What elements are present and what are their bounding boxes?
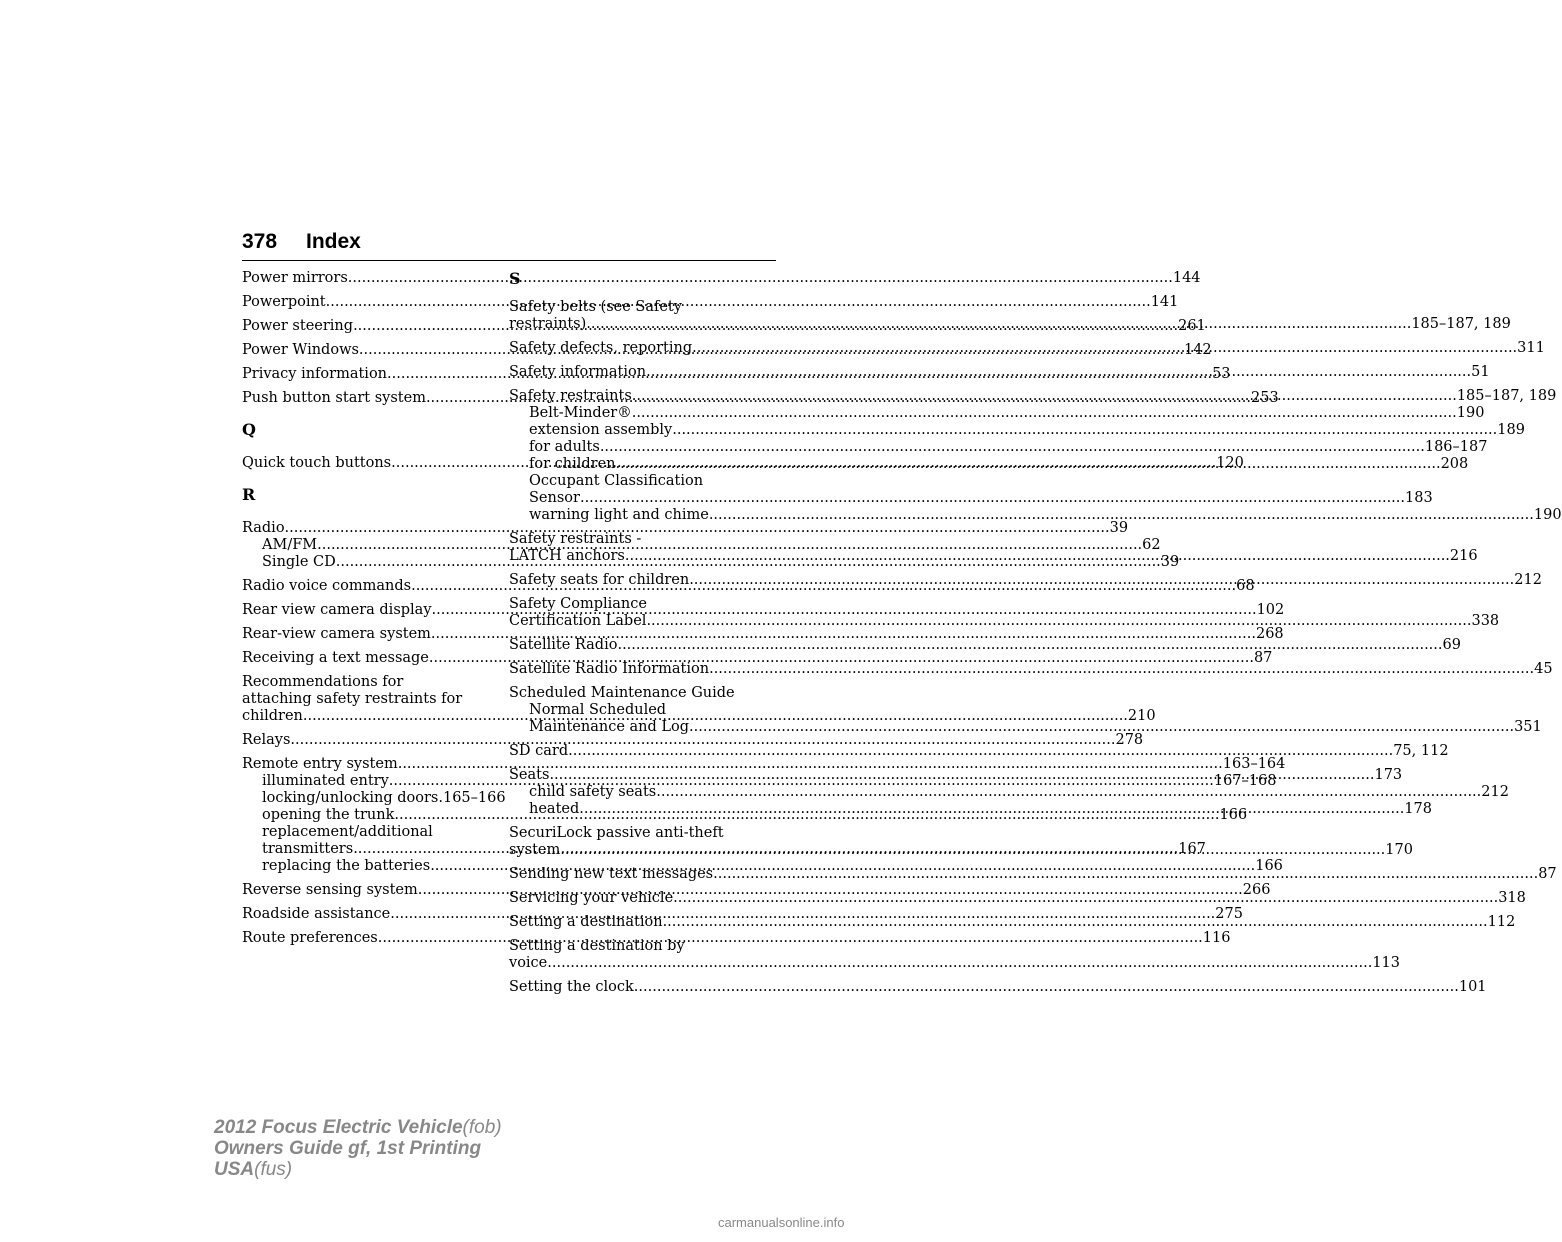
entry-label: Single CD xyxy=(262,554,336,570)
page-reference: 268 xyxy=(1255,626,1284,642)
leader-dots xyxy=(568,743,1393,760)
entry-label: Occupant Classification xyxy=(529,473,704,489)
watermark: carmanualsonline.info xyxy=(718,1215,845,1230)
index-subentry-line xyxy=(509,422,1525,439)
leader-dots xyxy=(580,490,1405,507)
entry-label: Receiving a text message xyxy=(242,650,429,666)
page-reference: 212 xyxy=(1481,784,1509,800)
leader-dots xyxy=(672,422,1497,439)
index-entry-line xyxy=(509,596,751,613)
entry-label: Radio xyxy=(242,520,285,536)
entry-label: Safety Compliance xyxy=(509,596,647,612)
footer xyxy=(214,1117,502,1180)
page-reference: 178 xyxy=(1404,801,1432,817)
entry-label: Recommendations for xyxy=(242,674,404,690)
page-reference: 278 xyxy=(1115,732,1144,748)
entry-label: LATCH anchors xyxy=(509,548,625,564)
entry-label: Remote entry system xyxy=(242,756,398,772)
entry-label: Scheduled Maintenance Guide xyxy=(509,685,735,701)
entry-label: children xyxy=(242,708,303,724)
index-entry xyxy=(509,743,1449,760)
leader-dots xyxy=(673,890,1498,907)
leader-dots xyxy=(709,661,1534,678)
index-entry xyxy=(242,626,1284,643)
leader-dots xyxy=(632,405,1457,422)
entry-label: system xyxy=(509,842,561,858)
page-reference: 87 xyxy=(1538,866,1557,882)
page-reference: 142 xyxy=(1183,342,1212,358)
footer-line-1: 2012 Focus Electric Vehicle(fob) xyxy=(214,1117,502,1138)
entry-label: Setting a destination xyxy=(509,914,663,930)
page-reference: 216 xyxy=(1449,548,1478,564)
leader-dots xyxy=(378,930,1203,947)
index-entry-line xyxy=(242,520,1129,537)
leader-dots xyxy=(560,842,1385,859)
leader-dots xyxy=(632,388,1457,405)
page-reference: 167 xyxy=(1178,841,1206,857)
leader-dots xyxy=(689,572,1514,589)
page-reference: 186–187 xyxy=(1424,439,1488,455)
entry-label: Relays xyxy=(242,732,291,748)
entry-label: Route preferences xyxy=(242,930,378,946)
index-entry-line xyxy=(509,531,751,548)
index-entry xyxy=(509,637,1461,654)
entry-label: Safety defects, reporting xyxy=(509,340,693,356)
entry-label: Safety information xyxy=(509,364,647,380)
page-reference: 39 xyxy=(1160,554,1180,570)
page-reference: 173 xyxy=(1374,767,1403,783)
page-reference: 166 xyxy=(1255,858,1283,874)
entry-label: voice xyxy=(509,955,548,971)
leader-dots xyxy=(616,456,1441,473)
entry-label: Push button start system xyxy=(242,390,426,406)
page-reference: 101 xyxy=(1458,979,1487,995)
entry-label: child safety seats xyxy=(529,784,657,800)
entry-label: Normal Scheduled xyxy=(529,702,667,718)
leader-dots xyxy=(646,613,1471,630)
entry-label: for children xyxy=(529,456,616,472)
index-entry-line xyxy=(509,979,1487,996)
leader-dots xyxy=(579,801,1404,818)
index-letter-heading: R xyxy=(242,485,256,504)
entry-label: replacement/additional xyxy=(262,824,433,840)
index-entry-line xyxy=(242,691,476,708)
entry-label: Sensor xyxy=(529,490,580,506)
index-subentry-line xyxy=(509,507,1562,524)
leader-dots xyxy=(586,316,1411,333)
leader-dots xyxy=(625,548,1450,565)
index-subentry-line xyxy=(509,439,1488,456)
index-entry-line xyxy=(509,743,1449,760)
entry-label: warning light and chime xyxy=(529,507,709,523)
entry-label: Certification Label xyxy=(509,613,647,629)
entry-label: Safety restraints - xyxy=(509,531,642,547)
page-reference: 212 xyxy=(1514,572,1542,588)
index-entry-line xyxy=(242,626,1284,643)
index-entry-line xyxy=(509,955,1400,972)
index-entry-line xyxy=(509,299,751,316)
page-reference: 208 xyxy=(1440,456,1469,472)
footer-line-2: Owners Guide gf, 1st Printing xyxy=(214,1138,482,1159)
entry-label: Setting the clock xyxy=(509,979,634,995)
entry-label: SD card xyxy=(509,743,569,759)
entry-label: Reverse sensing system xyxy=(242,882,418,898)
page-reference: 318 xyxy=(1498,890,1526,906)
page-reference: 170 xyxy=(1385,842,1413,858)
page-title: Index xyxy=(306,230,361,253)
index-entry-line xyxy=(509,938,751,955)
index-entry xyxy=(509,661,1553,678)
page-reference: 261 xyxy=(1178,318,1206,334)
entry-label: Satellite Radio Information xyxy=(509,661,710,677)
entry-label: Seats xyxy=(509,767,550,783)
page-reference: 112 xyxy=(1487,914,1516,930)
entry-label: heated xyxy=(529,801,580,817)
page-reference: 167–168 xyxy=(1213,773,1277,789)
index-subentry-line xyxy=(509,719,1542,736)
leader-dots xyxy=(656,784,1481,801)
footer-line-3: USA(fus) xyxy=(214,1159,293,1180)
entry-label: Setting a destination by xyxy=(509,938,685,954)
entry-label: Safety belts (see Safety xyxy=(509,299,682,315)
entry-label: Safety restraints xyxy=(509,388,632,404)
page-reference: 62 xyxy=(1142,537,1161,553)
page-reference: 311 xyxy=(1517,340,1545,356)
page-reference: 53 xyxy=(1212,366,1231,382)
page-reference: 116 xyxy=(1202,930,1231,946)
entry-label: extension assembly xyxy=(529,422,673,438)
leader-dots xyxy=(617,637,1442,654)
index-entry xyxy=(242,732,1144,749)
page-reference: 120 xyxy=(1216,455,1244,471)
leader-dots xyxy=(709,507,1534,524)
entry-label: attaching safety restraints for xyxy=(242,691,463,707)
index-subentry-line xyxy=(509,490,1433,507)
index-entry-line xyxy=(509,685,751,702)
index-entry-line xyxy=(242,674,476,691)
page-reference: 45 xyxy=(1534,661,1553,677)
leader-dots xyxy=(547,955,1372,972)
leader-dots xyxy=(692,340,1517,357)
page-reference: 351 xyxy=(1514,719,1542,735)
page-reference: 166 xyxy=(1219,807,1248,823)
leader-dots xyxy=(549,767,1374,784)
leader-dots xyxy=(600,439,1425,456)
index-entry-line xyxy=(242,756,1286,773)
page-reference: 113 xyxy=(1372,955,1400,971)
page-reference: 183 xyxy=(1405,490,1433,506)
entry-label: restraints) xyxy=(509,316,587,332)
index-entry xyxy=(509,979,1487,996)
index-subentry-line xyxy=(509,702,751,719)
leader-dots xyxy=(689,719,1514,736)
page-reference: 144 xyxy=(1172,270,1201,286)
page-reference: 190 xyxy=(1456,405,1485,421)
entry-label: Power mirrors xyxy=(242,270,348,286)
page-reference: 69 xyxy=(1442,637,1461,653)
index-entry-line xyxy=(242,650,1273,667)
entry-label: Powerpoint xyxy=(242,294,326,310)
page-reference: 266 xyxy=(1242,882,1271,898)
index-subentry-line xyxy=(509,473,751,490)
page-reference: 75, 112 xyxy=(1393,743,1449,759)
entry-label: Rear-view camera system xyxy=(242,626,431,642)
page-reference: 68 xyxy=(1236,578,1255,594)
entry-label: Roadside assistance xyxy=(242,906,391,922)
entry-label: Satellite Radio xyxy=(509,637,618,653)
index-letter-heading: Q xyxy=(242,420,256,439)
index-entry-line xyxy=(509,613,1500,630)
entry-label: Power steering xyxy=(242,318,354,334)
index-entry xyxy=(242,650,1273,667)
index-entry-line xyxy=(509,637,1461,654)
entry-label: Maintenance and Log xyxy=(529,719,690,735)
page-reference: 163–164 xyxy=(1222,756,1286,772)
entry-label: for adults xyxy=(529,439,600,455)
entry-label: illuminated entry xyxy=(262,773,389,789)
index-entry-line xyxy=(509,825,751,842)
index-entry-line xyxy=(242,732,1144,749)
page-reference: 102 xyxy=(1256,602,1285,618)
leader-dots xyxy=(634,979,1459,996)
index-subentry-line xyxy=(242,824,476,841)
page-reference: 338 xyxy=(1471,613,1500,629)
index-entry-line xyxy=(242,270,1201,287)
page-reference: 185–187, 189 xyxy=(1411,316,1511,332)
entry-label: Quick touch buttons xyxy=(242,455,392,471)
page-number: 378 xyxy=(242,230,278,253)
entry-label: AM/FM xyxy=(262,537,318,553)
index-entry xyxy=(242,270,1201,287)
index-entry-line xyxy=(509,661,1553,678)
index-letter-heading: S xyxy=(509,269,521,288)
entry-label: Radio voice commands xyxy=(242,578,412,594)
index-subentry-line xyxy=(509,405,1485,422)
leader-dots xyxy=(646,364,1471,381)
entry-label: Sending new text messages xyxy=(509,866,714,882)
entry-label: Power Windows xyxy=(242,342,359,358)
entry-label: Rear view camera display xyxy=(242,602,432,618)
entry-label: opening the trunk xyxy=(262,807,395,823)
page-reference: 210 xyxy=(1127,708,1156,724)
entry-label: Safety seats for children xyxy=(509,572,690,588)
index-subentry-line xyxy=(242,790,506,807)
entry-label: transmitters xyxy=(262,841,354,857)
entry-label: locking/unlocking doors xyxy=(262,790,439,806)
page-reference: 253 xyxy=(1251,390,1279,406)
index-subentry-line xyxy=(509,784,1509,801)
page-reference: .165–166 xyxy=(438,790,506,806)
page-reference: 39 xyxy=(1109,520,1129,536)
entry-label: Servicing your vehicle xyxy=(509,890,674,906)
entry-label: replacing the batteries xyxy=(262,858,431,874)
page-reference: 189 xyxy=(1497,422,1525,438)
page-reference: 141 xyxy=(1150,294,1179,310)
leader-dots xyxy=(348,270,1173,287)
page-reference: 185–187, 189 xyxy=(1456,388,1557,404)
leader-dots xyxy=(713,866,1538,883)
entry-label: Belt-Minder® xyxy=(529,405,632,421)
entry-label: Privacy information xyxy=(242,366,388,382)
entry-label: SecuriLock passive anti-theft xyxy=(509,825,724,841)
page-reference: 275 xyxy=(1215,906,1243,922)
page-reference: 190 xyxy=(1533,507,1562,523)
page-reference: 87 xyxy=(1253,650,1273,666)
header-divider xyxy=(242,260,776,261)
leader-dots xyxy=(663,914,1488,931)
page-reference: 51 xyxy=(1471,364,1490,380)
